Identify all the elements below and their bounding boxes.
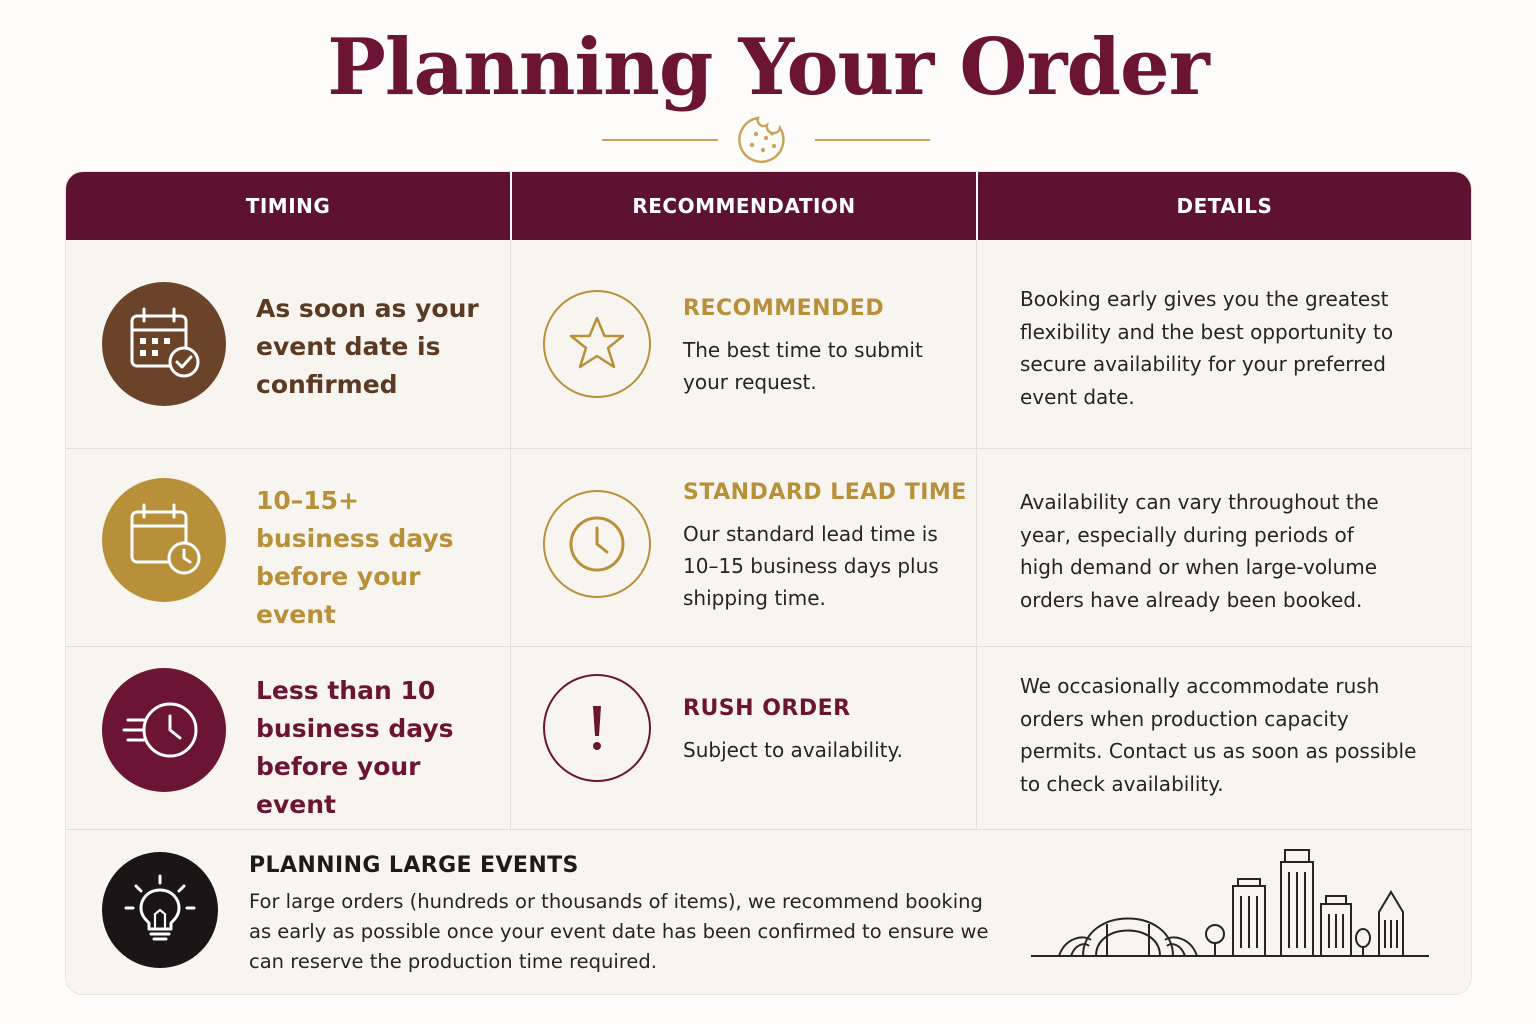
rec-label: RUSH ORDER [683,696,851,721]
header-timing: TIMING [245,194,331,218]
details-cell [976,646,1471,829]
lightbulb-icon [102,852,218,968]
order-timing-table [65,171,1472,995]
large-events-description: For large orders (hundreds or thousands of items), we recommend booking as early as possible once your event date has been confirmed to ensure we can reserve the production time required. [249,890,989,973]
table-row [66,448,1471,647]
city-skyline-icon [1031,844,1431,966]
timing-cell [66,448,510,646]
large-events-title: PLANNING LARGE EVENTS [249,853,579,878]
table-row [66,240,1471,449]
table-header [66,172,1471,240]
details-text: Availability can vary throughout the year, especially during periods of high demand or when large-volume orders have already been booked. [1020,490,1379,612]
large-events-section [66,829,1471,994]
timing-cell [66,240,510,448]
rec-desc: The best time to submit your request. [683,338,923,394]
header-recommendation: RECOMMENDATION [510,172,976,240]
page-title: Planning Your Order [327,22,1209,113]
timing-text: Less than 10 business days before your event [256,676,454,819]
timing-text: 10–15+ business days before your event [256,486,454,629]
title-divider [600,112,932,168]
calendar-clock-icon [102,478,226,602]
star-icon [543,290,651,398]
rec-desc: Subject to availability. [683,738,903,762]
recommendation-cell [510,240,976,448]
timing-cell [66,646,510,829]
cookie-icon [739,118,783,162]
rec-desc: Our standard lead time is 10–15 business days plus shipping time. [683,522,939,610]
rec-label: STANDARD LEAD TIME [683,480,967,505]
clock-icon [543,490,651,598]
details-text: We occasionally accommodate rush orders when production capacity permits. Contact us as soon as possible to check availability. [1020,674,1417,796]
details-cell [976,448,1471,646]
rec-label: RECOMMENDED [683,296,885,321]
details-cell [976,240,1471,448]
recommendation-cell [510,646,976,829]
exclamation-icon [543,674,651,782]
table-row [66,646,1471,830]
recommendation-cell [510,448,976,646]
header-details: DETAILS [976,172,1471,240]
details-text: Booking early gives you the greatest flexibility and the best opportunity to secure availability for your preferred event date. [1020,287,1394,409]
fast-clock-icon [102,668,226,792]
timing-text: As soon as your event date is confirmed [256,294,479,399]
calendar-check-icon [102,282,226,406]
